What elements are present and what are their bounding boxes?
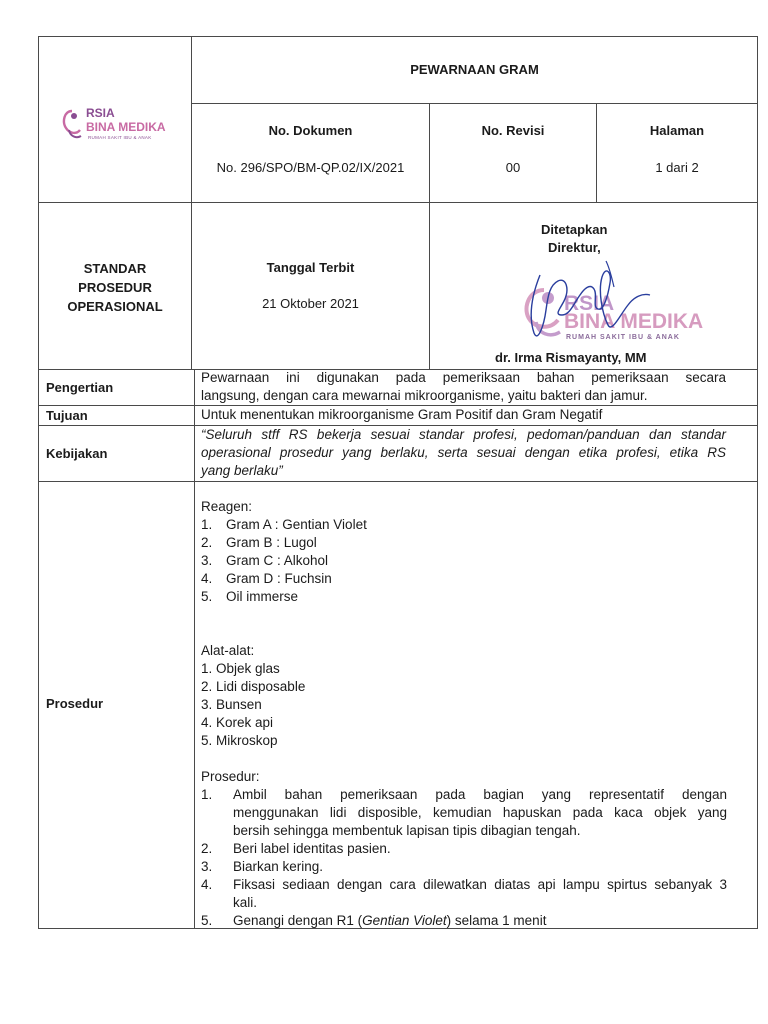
list-number: 3.: [201, 859, 213, 874]
list-text: Gram A : Gentian Violet: [226, 517, 367, 532]
border-top: [38, 36, 758, 37]
kebijakan-label: Kebijakan: [46, 446, 108, 461]
reagen-list: [201, 516, 727, 606]
stamp-rsia-text: RSIA: [564, 292, 615, 315]
list-text: Gram D : Fuchsin: [226, 571, 332, 586]
list-number: 2.: [201, 535, 213, 550]
list-item: [201, 786, 727, 840]
kebijakan-line: operasional prosedur yang berlaku, serta sesuai dengan etika profesi, etika RS: [201, 445, 726, 460]
pengertian-text: [201, 369, 726, 405]
halaman-label: Halaman: [649, 123, 705, 138]
alat-item: 1. Objek glas: [201, 661, 280, 676]
divider: [429, 103, 430, 369]
logo-bina-medika-text: BINA MEDIKA: [86, 120, 166, 134]
list-item: [201, 912, 727, 930]
stamp-bina-medika-text: BINA MEDIKA: [564, 310, 704, 333]
alat-item: 2. Lidi disposable: [201, 679, 306, 694]
border-left: [38, 36, 39, 929]
divider: [38, 481, 758, 482]
spo-label-line: PROSEDUR: [78, 280, 152, 295]
no-revisi-value: 00: [505, 160, 521, 175]
kebijakan-line: “Seluruh stff RS bekerja sesuai standar profesi, pedoman/panduan dan standar: [201, 427, 726, 442]
list-number: 1.: [201, 517, 213, 532]
list-number: 1.: [201, 787, 213, 802]
no-revisi-label: No. Revisi: [481, 123, 545, 138]
tanggal-terbit-label: Tanggal Terbit: [266, 260, 355, 275]
list-text: Gram B : Lugol: [226, 535, 317, 550]
director-signature-icon: [510, 255, 660, 345]
no-dokumen-label: No. Dokumen: [268, 123, 353, 138]
document-title: PEWARNAAN GRAM: [410, 62, 539, 77]
step-text: Genangi dengan R1 (: [233, 913, 363, 928]
logo-tagline: RUMAH SAKIT IBU & ANAK: [88, 135, 152, 140]
direktur-text: Direktur,: [548, 240, 601, 255]
alat-item: 5. Mikroskop: [201, 733, 278, 748]
list-number: 5.: [201, 589, 213, 604]
divider: [38, 202, 758, 203]
list-number: 2.: [201, 841, 213, 856]
pengertian-line: langsung, dengan cara mewarnai mikroorganisme, yaitu bakteri dan jamur.: [201, 388, 648, 403]
step-line: bersih sehingga membentuk lapisan tipis dibagian tengah.: [233, 823, 581, 838]
list-number: 4.: [201, 877, 213, 892]
step-line: Biarkan kering.: [233, 859, 324, 874]
list-number: 3.: [201, 553, 213, 568]
list-item: [201, 588, 727, 606]
divider: [596, 103, 597, 202]
pengertian-line: Pewarnaan ini digunakan pada pemeriksaan bahan pemeriksaan secara: [201, 370, 726, 385]
spo-label-line: STANDAR: [83, 261, 147, 276]
spo-label: [39, 259, 191, 316]
prosedur-content: [201, 498, 727, 930]
prosedur-label: Prosedur: [46, 696, 104, 711]
list-item: [201, 858, 727, 876]
pengertian-label: Pengertian: [46, 380, 114, 395]
list-item: [201, 552, 727, 570]
logo-rsia-text: RSIA: [86, 106, 115, 120]
list-text: Gram C : Alkohol: [226, 553, 329, 568]
mother-child-logo-icon: [60, 108, 84, 142]
list-item: [201, 570, 727, 588]
step-text: ) selama 1 menit: [446, 913, 547, 928]
prosedur-title: Prosedur:: [201, 769, 260, 784]
step-line: Beri label identitas pasien.: [233, 841, 391, 856]
reagen-title: Reagen:: [201, 499, 253, 514]
kebijakan-line: yang berlaku”: [201, 463, 283, 478]
border-right: [757, 36, 758, 929]
list-item: [201, 840, 727, 858]
list-number: 4.: [201, 571, 213, 586]
stamp-tagline: RUMAH SAKIT IBU & ANAK: [566, 334, 680, 341]
alat-item: 3. Bunsen: [201, 697, 262, 712]
step-line: kali.: [233, 895, 258, 910]
tujuan-text: Untuk menentukan mikroorganisme Gram Positif dan Gram Negatif: [201, 407, 603, 422]
step-line: Ambil bahan pemeriksaan pada bagian yang representatif dengan: [233, 787, 727, 802]
ditetapkan-text: Ditetapkan: [541, 222, 608, 237]
divider: [191, 103, 757, 104]
step-line: [233, 912, 727, 930]
tujuan-label: Tujuan: [46, 408, 88, 423]
list-item: [201, 876, 727, 912]
divider: [194, 369, 195, 929]
step-text-italic: Gentian Violet: [362, 913, 447, 928]
tanggal-terbit-value: 21 Oktober 2021: [262, 296, 359, 311]
list-text: Oil immerse: [226, 589, 299, 604]
list-item: [201, 534, 727, 552]
kebijakan-text: [201, 426, 726, 480]
list-item: [201, 516, 727, 534]
spo-label-line: OPERASIONAL: [67, 299, 163, 314]
alat-title: Alat-alat:: [201, 643, 255, 658]
signer-name: dr. Irma Rismayanty, MM: [495, 350, 647, 365]
alat-item: 4. Korek api: [201, 715, 274, 730]
step-line: Fiksasi sediaan dengan cara dilewatkan diatas api lampu spirtus sebanyak 3: [233, 877, 727, 892]
hospital-logo: [60, 106, 190, 146]
prosedur-steps: [201, 786, 727, 930]
no-dokumen-value: No. 296/SPO/BM-QP.02/IX/2021: [216, 160, 405, 175]
step-line: menggunakan lidi disposible, kemudian hapuskan pada kaca objek yang: [233, 805, 727, 820]
list-number: 5.: [201, 913, 213, 928]
halaman-value: 1 dari 2: [655, 160, 699, 175]
